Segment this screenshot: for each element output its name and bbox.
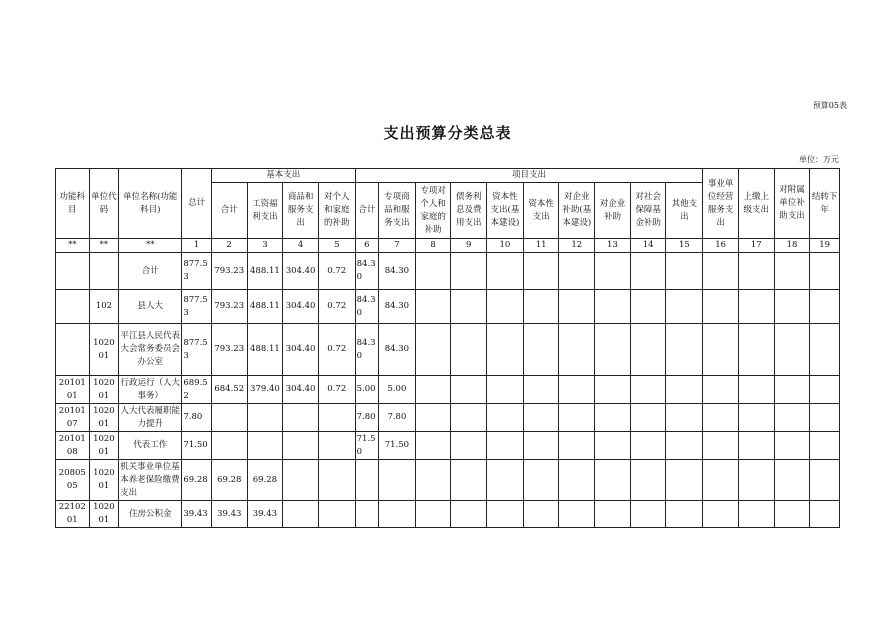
basic-family-cell: 0.72 [318,290,355,324]
empty-cell [738,290,774,324]
basic-sum-cell [211,432,247,460]
index-cell: 3 [247,239,283,253]
header-b-family: 对个人和家庭的补助 [318,183,355,239]
header-biz: 事业单位经营服务支出 [703,169,739,239]
project-goods-cell: 7.80 [379,404,416,432]
empty-cell [487,290,524,324]
empty-cell [703,253,739,290]
basic-family-cell [318,432,355,460]
empty-cell [451,290,487,324]
unit-name-cell: 县人大 [119,290,182,324]
index-cell: 5 [318,239,355,253]
header-b-wage: 工资福利支出 [247,183,283,239]
empty-cell [774,290,810,324]
index-cell: ** [89,239,119,253]
unit-code-cell: 102001 [89,404,119,432]
basic-family-cell [318,404,355,432]
basic-goods-cell [283,432,319,460]
header-total: 总计 [182,169,212,239]
func-code-cell: 2010107 [56,404,90,432]
basic-goods-cell [283,404,319,432]
header-sub: 对附属单位补助支出 [774,169,810,239]
header-p-family: 专项对个人和家庭的补助 [415,183,451,239]
basic-family-cell [318,460,355,501]
total-cell: 877.53 [182,253,212,290]
basic-goods-cell [283,501,319,528]
total-cell: 69.28 [182,460,212,501]
header-p-social: 对社会保障基金补助 [630,183,666,239]
unit-code-cell: 102001 [89,324,119,376]
basic-wage-cell: 488.11 [247,253,283,290]
basic-wage-cell: 488.11 [247,290,283,324]
empty-cell [703,501,739,528]
empty-cell [523,460,559,501]
header-project-group: 项目支出 [355,169,703,183]
basic-family-cell: 0.72 [318,376,355,404]
empty-cell [415,432,451,460]
empty-cell [738,501,774,528]
header-p-ent: 对企业补助 [595,183,631,239]
empty-cell [559,253,595,290]
header-p-cap-basic: 资本性支出(基本建设) [487,183,524,239]
basic-sum-cell: 793.23 [211,290,247,324]
empty-cell [451,501,487,528]
table-row [56,432,840,460]
empty-cell [738,376,774,404]
empty-cell [451,253,487,290]
empty-cell [774,432,810,460]
empty-cell [810,290,840,324]
empty-cell [703,432,739,460]
unit-name-cell: 代表工作 [119,432,182,460]
unit-name-cell: 合计 [119,253,182,290]
func-code-cell [56,290,90,324]
func-code-cell: 2210201 [56,501,90,528]
empty-cell [595,376,631,404]
empty-cell [487,253,524,290]
empty-cell [523,432,559,460]
empty-cell [630,460,666,501]
index-cell: 8 [415,239,451,253]
empty-cell [810,501,840,528]
empty-cell [523,253,559,290]
empty-cell [810,376,840,404]
empty-cell [774,460,810,501]
header-p-other: 其他支出 [666,183,703,239]
func-code-cell [56,324,90,376]
empty-cell [595,290,631,324]
index-cell: 18 [774,239,810,253]
header-p-sum: 合计 [355,183,378,239]
header-b-goods: 商品和服务支出 [283,183,319,239]
index-cell: ** [56,239,90,253]
basic-family-cell [318,501,355,528]
basic-sum-cell: 684.52 [211,376,247,404]
project-sum-cell: 84.30 [355,324,378,376]
empty-cell [487,404,524,432]
project-goods-cell: 71.50 [379,432,416,460]
unit-code-cell: 102 [89,290,119,324]
empty-cell [523,376,559,404]
index-cell: 17 [738,239,774,253]
project-goods-cell: 5.00 [379,376,416,404]
basic-sum-cell: 793.23 [211,324,247,376]
unit-code-cell: 102001 [89,376,119,404]
header-p-cap: 资本性支出 [523,183,559,239]
empty-cell [666,253,703,290]
empty-cell [559,324,595,376]
form-number: 预算05表 [812,101,847,110]
index-row [56,239,840,253]
empty-cell [559,290,595,324]
index-cell: 9 [451,239,487,253]
budget-table [55,168,840,528]
index-cell: 7 [379,239,416,253]
empty-cell [703,404,739,432]
empty-cell [810,253,840,290]
basic-wage-cell: 69.28 [247,460,283,501]
empty-cell [738,253,774,290]
total-cell: 71.50 [182,432,212,460]
empty-cell [738,324,774,376]
empty-cell [451,432,487,460]
empty-cell [595,501,631,528]
empty-cell [666,460,703,501]
empty-cell [630,324,666,376]
header-func-code: 功能科目 [56,169,90,239]
project-sum-cell: 5.00 [355,376,378,404]
empty-cell [487,324,524,376]
func-code-cell: 2080505 [56,460,90,501]
empty-cell [630,376,666,404]
index-cell: 15 [666,239,703,253]
index-cell: 10 [487,239,524,253]
empty-cell [703,460,739,501]
empty-cell [451,460,487,501]
empty-cell [595,460,631,501]
empty-cell [666,432,703,460]
index-cell: 2 [211,239,247,253]
empty-cell [487,432,524,460]
empty-cell [738,404,774,432]
empty-cell [559,460,595,501]
unit-name-cell: 人大代表履职能力提升 [119,404,182,432]
project-sum-cell: 7.80 [355,404,378,432]
empty-cell [666,376,703,404]
index-cell: 12 [559,239,595,253]
basic-wage-cell: 379.40 [247,376,283,404]
empty-cell [774,376,810,404]
total-cell: 877.53 [182,324,212,376]
header-unit-code: 单位代码 [89,169,119,239]
unit-code-cell: 102001 [89,432,119,460]
header-p-debt: 债务利息及费用支出 [451,183,487,239]
header-b-sum: 合计 [211,183,247,239]
table-row [56,460,840,501]
empty-cell [559,404,595,432]
index-cell: 13 [595,239,631,253]
table-row [56,324,840,376]
empty-cell [523,290,559,324]
empty-cell [415,501,451,528]
func-code-cell: 2010108 [56,432,90,460]
empty-cell [559,376,595,404]
project-sum-cell [355,501,378,528]
unit-label: 单位：万元 [799,155,839,164]
unit-name-cell: 行政运行（人大事务） [119,376,182,404]
header-unit-name: 单位名称(功能科目) [119,169,182,239]
empty-cell [595,324,631,376]
table-row [56,253,840,290]
empty-cell [415,324,451,376]
empty-cell [774,501,810,528]
empty-cell [666,324,703,376]
empty-cell [451,376,487,404]
func-code-cell [56,253,90,290]
empty-cell [738,432,774,460]
empty-cell [666,404,703,432]
table-row [56,376,840,404]
empty-cell [810,324,840,376]
empty-cell [487,460,524,501]
header-upper: 上缴上级支出 [738,169,774,239]
index-cell: 6 [355,239,378,253]
empty-cell [630,404,666,432]
empty-cell [703,324,739,376]
empty-cell [810,404,840,432]
project-goods-cell: 84.30 [379,253,416,290]
empty-cell [703,376,739,404]
empty-cell [666,290,703,324]
unit-code-cell [89,253,119,290]
table-row [56,404,840,432]
empty-cell [630,290,666,324]
unit-code-cell: 102001 [89,460,119,501]
empty-cell [451,404,487,432]
empty-cell [415,253,451,290]
basic-wage-cell: 488.11 [247,324,283,376]
empty-cell [559,432,595,460]
project-sum-cell: 84.30 [355,253,378,290]
empty-cell [810,460,840,501]
basic-sum-cell [211,404,247,432]
empty-cell [666,501,703,528]
header-carry: 结转下年 [810,169,840,239]
empty-cell [523,501,559,528]
header-basic-group: 基本支出 [211,169,355,183]
basic-wage-cell: 39.43 [247,501,283,528]
empty-cell [559,501,595,528]
empty-cell [451,324,487,376]
empty-cell [595,253,631,290]
basic-goods-cell: 304.40 [283,253,319,290]
index-cell: 19 [810,239,840,253]
empty-cell [523,404,559,432]
empty-cell [415,460,451,501]
total-cell: 7.80 [182,404,212,432]
index-cell: ** [119,239,182,253]
basic-goods-cell: 304.40 [283,324,319,376]
empty-cell [630,253,666,290]
empty-cell [738,460,774,501]
header-p-ent-basic: 对企业补助(基本建设) [559,183,595,239]
basic-family-cell: 0.72 [318,324,355,376]
header-p-goods: 专项商品和服务支出 [379,183,416,239]
index-cell: 11 [523,239,559,253]
project-goods-cell: 84.30 [379,290,416,324]
unit-name-cell: 平江县人民代表大会常务委员会办公室 [119,324,182,376]
unit-name-cell: 机关事业单位基本养老保险缴费支出 [119,460,182,501]
project-sum-cell [355,460,378,501]
func-code-cell: 2010101 [56,376,90,404]
basic-wage-cell [247,432,283,460]
empty-cell [415,404,451,432]
empty-cell [630,432,666,460]
empty-cell [774,324,810,376]
basic-sum-cell: 793.23 [211,253,247,290]
empty-cell [487,376,524,404]
project-goods-cell [379,460,416,501]
empty-cell [595,404,631,432]
empty-cell [774,253,810,290]
total-cell: 689.52 [182,376,212,404]
basic-sum-cell: 39.43 [211,501,247,528]
index-cell: 16 [703,239,739,253]
unit-name-cell: 住房公积金 [119,501,182,528]
table-row [56,290,840,324]
page-title: 支出预算分类总表 [383,124,512,142]
basic-family-cell: 0.72 [318,253,355,290]
empty-cell [415,376,451,404]
index-cell: 4 [283,239,319,253]
index-cell: 1 [182,239,212,253]
empty-cell [523,324,559,376]
table-row [56,501,840,528]
project-sum-cell: 71.50 [355,432,378,460]
empty-cell [774,404,810,432]
basic-sum-cell: 69.28 [211,460,247,501]
empty-cell [810,432,840,460]
empty-cell [415,290,451,324]
basic-goods-cell [283,460,319,501]
empty-cell [487,501,524,528]
total-cell: 877.53 [182,290,212,324]
project-sum-cell: 84.30 [355,290,378,324]
basic-goods-cell: 304.40 [283,376,319,404]
basic-goods-cell: 304.40 [283,290,319,324]
basic-wage-cell [247,404,283,432]
unit-code-cell: 102001 [89,501,119,528]
total-cell: 39.43 [182,501,212,528]
empty-cell [595,432,631,460]
project-goods-cell [379,501,416,528]
index-cell: 14 [630,239,666,253]
empty-cell [630,501,666,528]
empty-cell [703,290,739,324]
project-goods-cell: 84.30 [379,324,416,376]
